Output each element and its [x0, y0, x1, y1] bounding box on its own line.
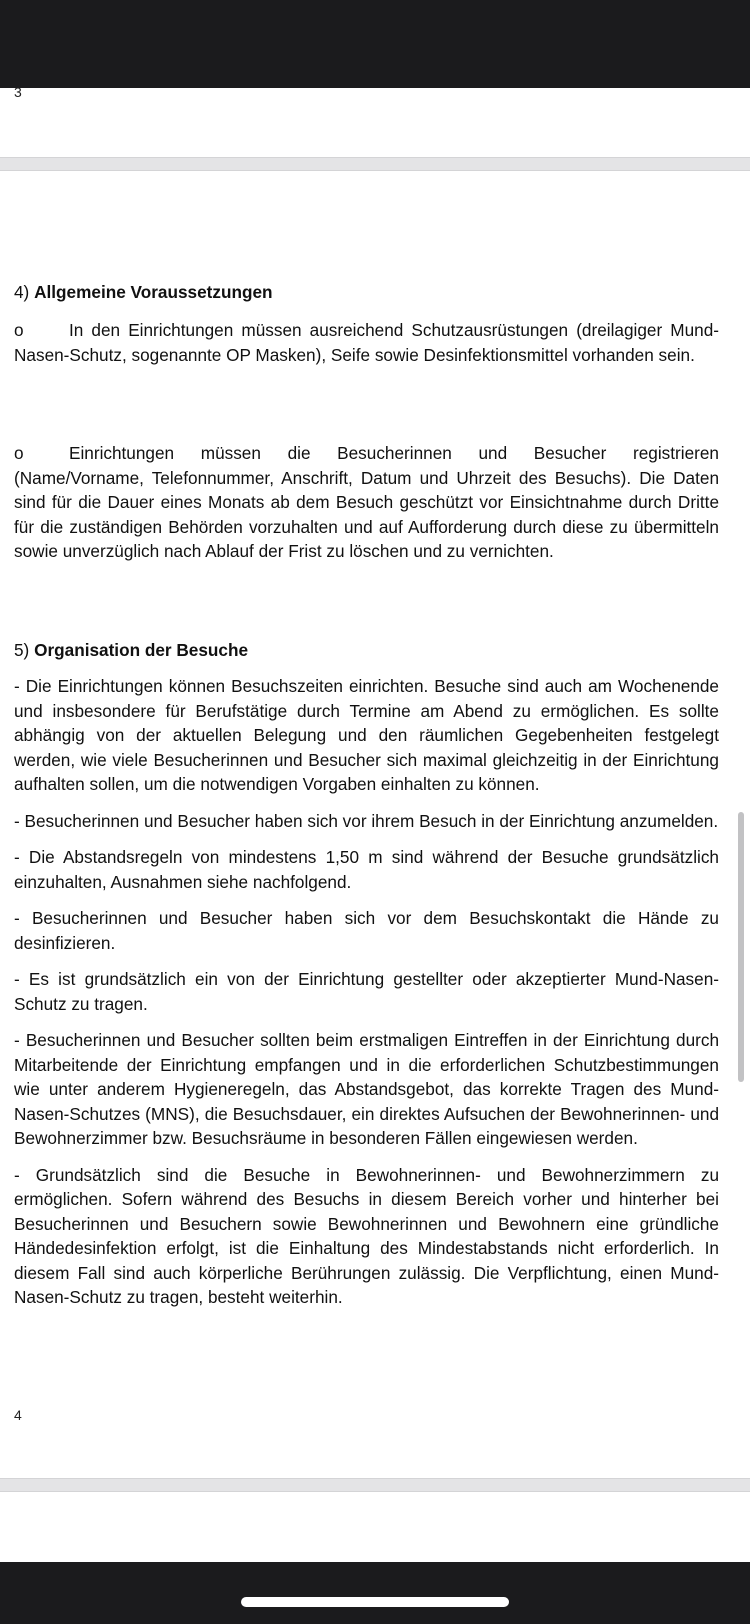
section-number: 5) [14, 640, 30, 660]
bullet-marker: o [14, 443, 24, 463]
section-4-bullet [14, 441, 719, 564]
page-number-current: 4 [14, 1407, 22, 1423]
bullet-text: In den Einrichtungen müssen ausreichend Schutzausrüstungen (dreilagiger Mund-Nasen-Schutz, sogenannte OP Masken), Seife sowie Desinfektionsmittel vorhanden sein. [14, 320, 719, 365]
top-status-bar [0, 0, 750, 88]
page-number-prev: 3 [14, 84, 22, 100]
page-separator [0, 1478, 750, 1492]
section-5-paragraph: - Die Einrichtungen können Besuchszeiten einrichten. Besuche sind auch am Wochenende und insbesondere für Berufstätige durch Termine am Abend zu ermöglichen. Es sollte abhängig von der aktuellen Belegung und den räumlichen Gegebenheiten festgelegt werden, wie viele Besucherinnen und Besucher sich maximal gleichzeitig in der Einrichtung aufhalten sollen, um die notwendigen Vorgaben einhalten zu können. [14, 676, 719, 794]
section-5-paragraph: - Es ist grundsätzlich ein von der Einrichtung gestellter oder akzeptierter Mund-Nasen-Schutz zu tragen. [14, 969, 719, 1014]
scrollbar-thumb[interactable] [738, 812, 744, 1082]
bullet-text: Einrichtungen müssen die Besucherinnen und Besucher registrieren (Name/Vorname, Telefonnummer, Anschrift, Datum und Uhrzeit des Besuchs). Die Daten sind für die Dauer eines Monats ab dem Besuch geschützt vor Einsichtnahme durch Dritte für die zuständigen Behörden vorzuhalten und auf Aufforderung durch diese zu übermitteln sowie unverzüglich nach Ablauf der Frist zu löschen und zu vernichten. [14, 443, 719, 561]
section-5-heading [14, 638, 719, 663]
section-title: Organisation der Besuche [34, 640, 249, 660]
section-4-bullet [14, 318, 719, 367]
section-title: Allgemeine Voraussetzungen [34, 282, 273, 302]
bullet-marker: o [14, 320, 24, 340]
section-5-body [14, 674, 719, 1322]
section-5-paragraph: - Besucherinnen und Besucher haben sich vor ihrem Besuch in der Einrichtung anzumelden. [14, 810, 719, 831]
section-5-paragraph: - Die Abstandsregeln von mindestens 1,50 m sind während der Besuche grundsätzlich einzuhalten, Ausnahmen siehe nachfolgend. [14, 847, 719, 892]
bottom-bar [0, 1562, 750, 1624]
section-number: 4) [14, 282, 30, 302]
section-5-paragraph: - Grundsätzlich sind die Besuche in Bewohnerinnen- und Bewohnerzimmern zu ermöglichen. Sofern während des Besuchs in diesem Bereich vorher und hinterher bei Besucherinnen und Besuchern sowie Bewohnerinnen und Bewohnern eine gründliche Händedesinfektion erfolgt, ist die Einhaltung des Mindestabstands nicht erforderlich. In diesem Fall sind auch körperliche Berührungen zulässig. Die Verpflichtung, einen Mund-Nasen-Schutz zu tragen, besteht weiterhin. [14, 1164, 719, 1307]
section-5-paragraph: - Besucherinnen und Besucher haben sich vor dem Besuchskontakt die Hände zu desinfizieren. [14, 908, 719, 953]
section-4-heading [14, 280, 719, 305]
home-indicator[interactable] [241, 1597, 509, 1607]
section-5-paragraph: - Besucherinnen und Besucher sollten beim erstmaligen Eintreffen in der Einrichtung durch Mitarbeitende der Einrichtung empfangen und in die erforderlichen Schutzbestimmungen wie unter anderem Hygieneregeln, das Abstandsgebot, das korrekte Tragen des Mund-Nasen-Schutzes (MNS), die Besuchsdauer, ein direktes Aufsuchen der Bewohnerinnen- und Bewohnerzimmer bzw. Besuchsräume in besonderen Fällen eingewiesen werden. [14, 1030, 719, 1148]
page-separator [0, 157, 750, 171]
